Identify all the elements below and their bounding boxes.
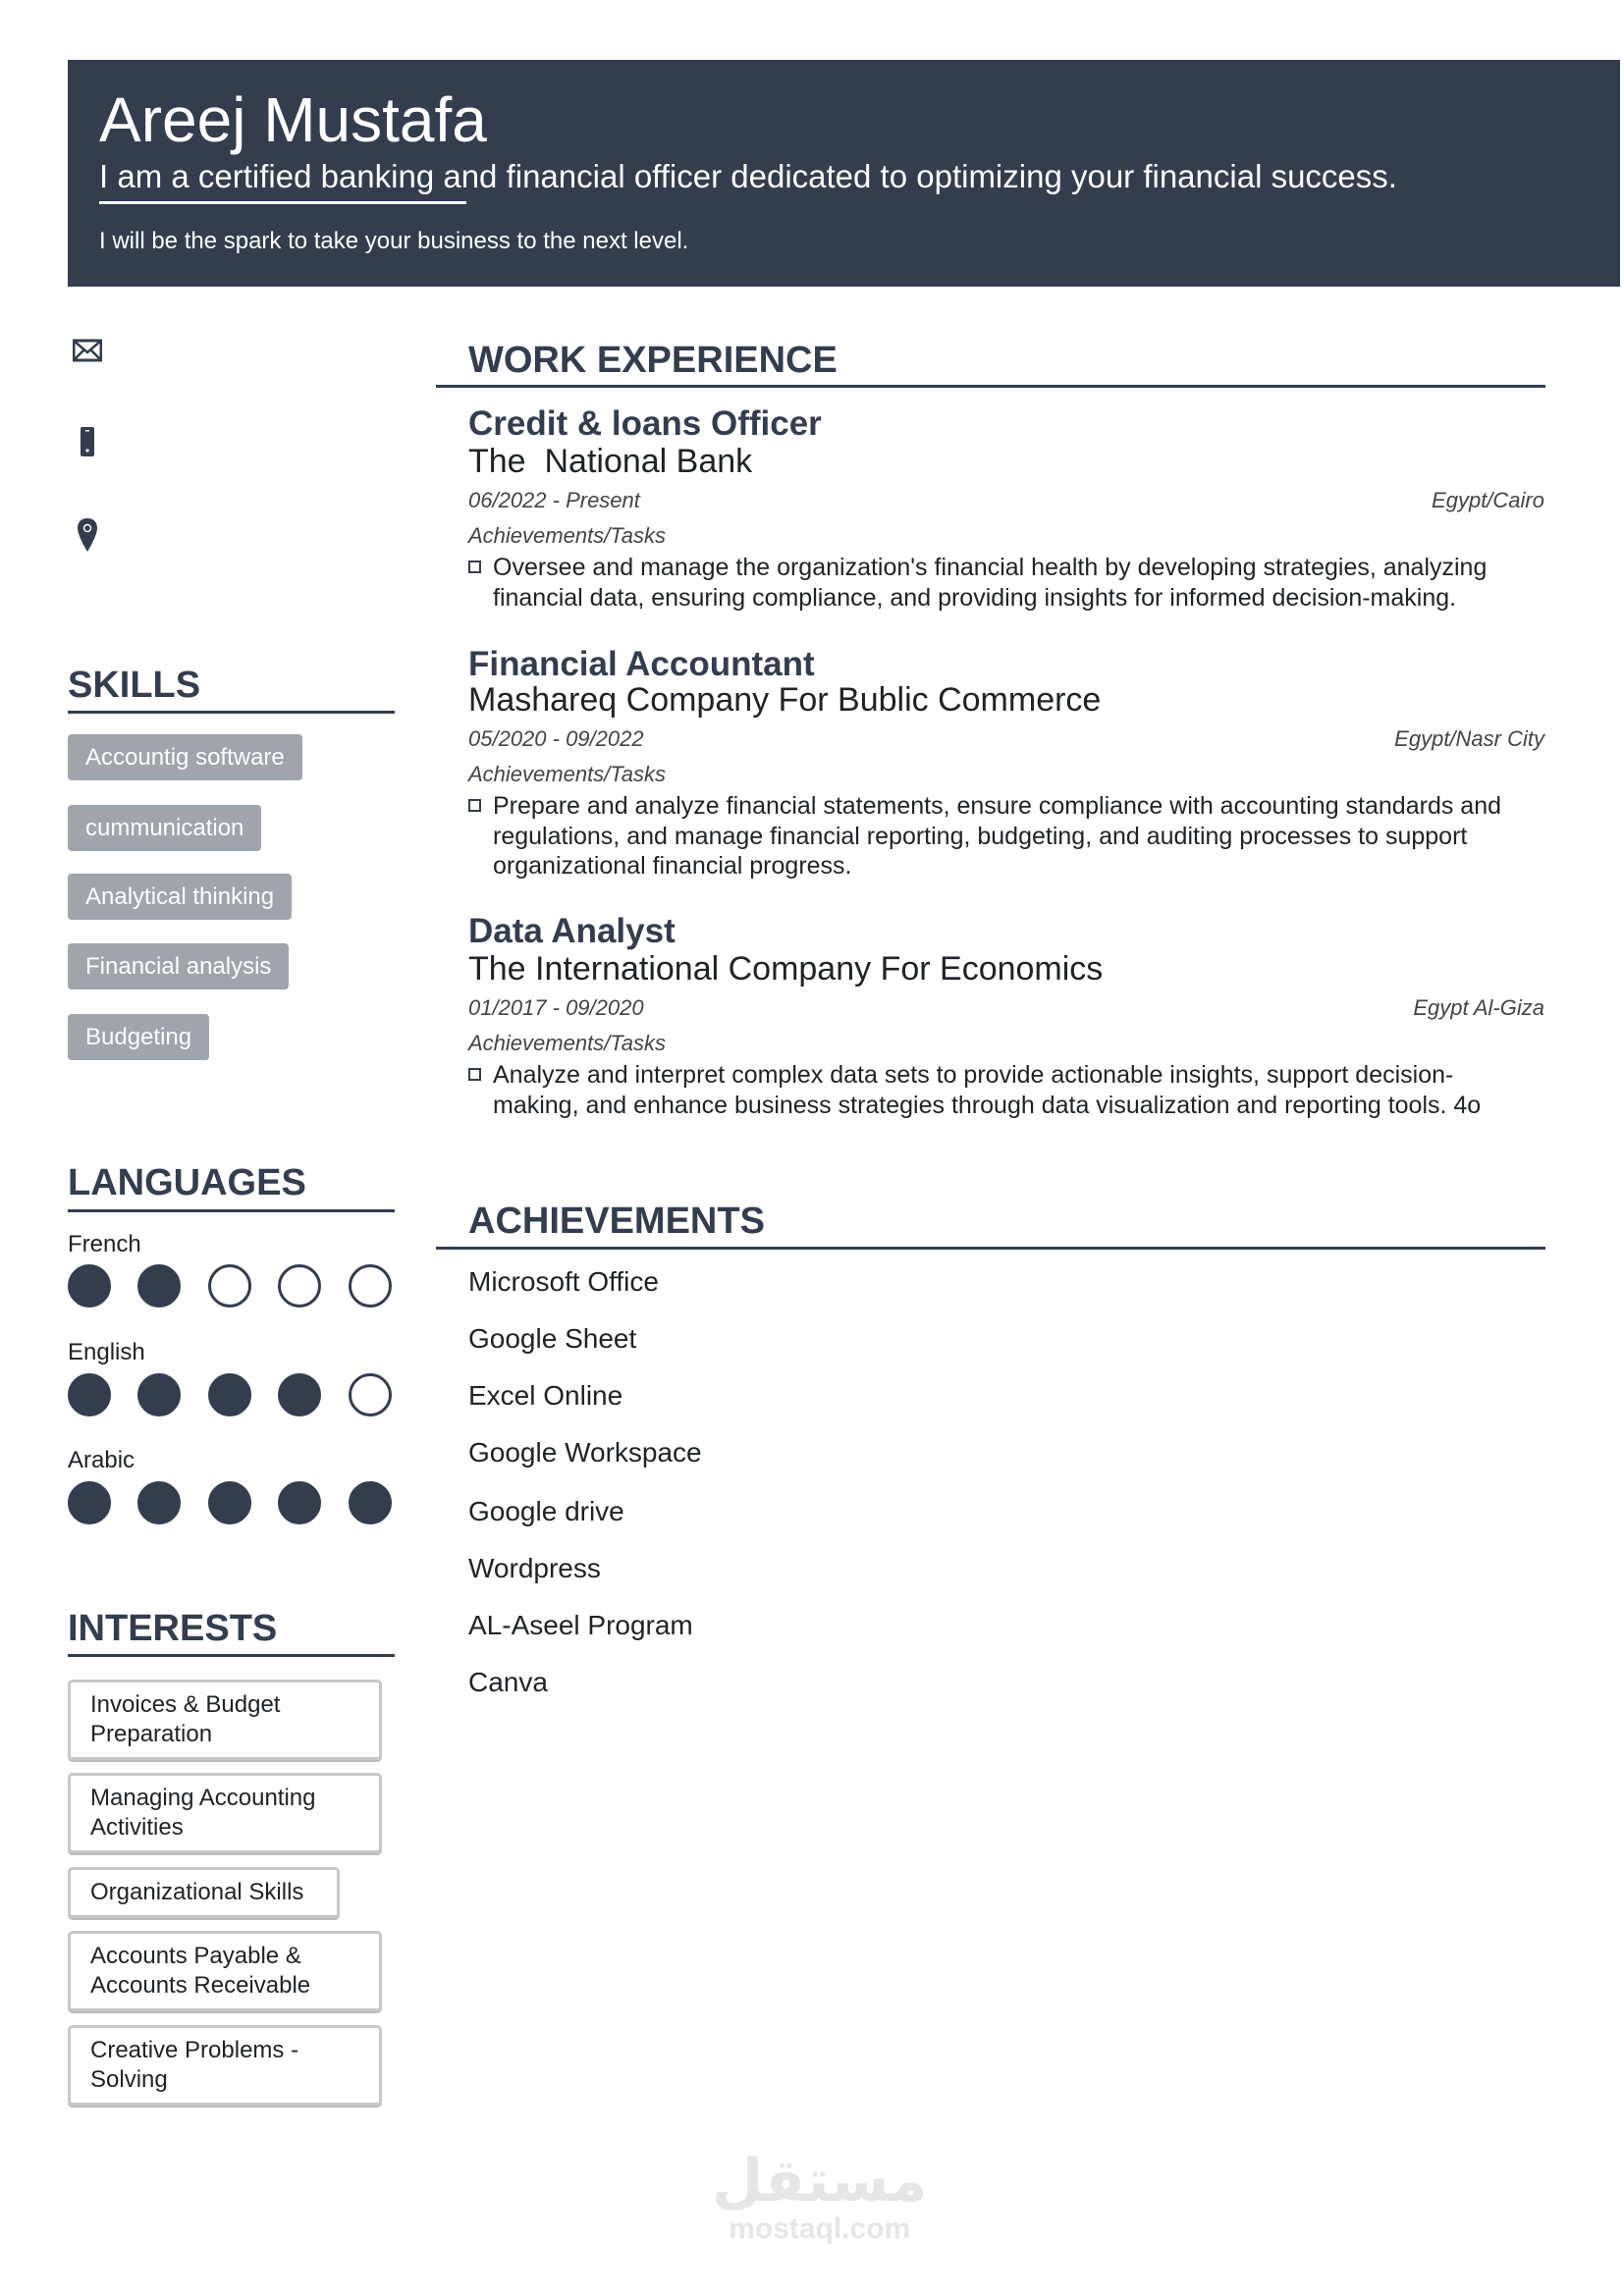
- task-bullet: Prepare and analyze financial statements, ensure compliance with accounting standards and regulations, and manage financial reporting, budgeting, and auditing processes to support organizational financial progress.: [468, 791, 1509, 881]
- company-name: The National Bank: [468, 443, 753, 480]
- skill-tag: Accountig software: [68, 734, 302, 780]
- divider: [436, 385, 1545, 388]
- location-pin-icon: [73, 517, 102, 553]
- interest-box: Invoices & Budget Preparation: [68, 1680, 382, 1760]
- job-location: Egypt/Nasr City: [1394, 726, 1544, 751]
- proficiency-dot: [278, 1481, 321, 1524]
- header-banner: [68, 60, 1620, 287]
- proficiency-dot: [278, 1264, 321, 1308]
- task-bullet: Analyze and interpret complex data sets to provide actionable insights, support decision-making, and enhance business strategies through data visualization and reporting tools. 4o: [468, 1060, 1509, 1120]
- achievement-item: Google Sheet: [468, 1323, 637, 1354]
- tasks-label: Achievements/Tasks: [468, 523, 666, 548]
- proficiency-dot: [68, 1373, 111, 1416]
- job-location: Egypt Al-Giza: [1413, 995, 1544, 1020]
- divider: [436, 1247, 1545, 1250]
- job-dates: 05/2020 - 09/2022: [468, 726, 644, 751]
- achievement-item: Google drive: [468, 1496, 624, 1526]
- watermark-latin: mostaql.com: [729, 2213, 911, 2245]
- interest-box: Creative Problems - Solving: [68, 2025, 382, 2106]
- divider: [68, 1209, 395, 1212]
- task-bullet: Oversee and manage the organization's financial health by developing strategies, analyzing financial data, ensuring compliance, and providing insights for informed decision-making.: [468, 553, 1509, 613]
- proficiency-dot: [349, 1481, 392, 1524]
- achievement-item: AL-Aseel Program: [468, 1610, 693, 1640]
- subtitle: I will be the spark to take your business to the next level.: [99, 228, 689, 254]
- skill-tag: Budgeting: [68, 1014, 209, 1060]
- job-dates: 01/2017 - 09/2020: [468, 995, 644, 1020]
- interests-heading: INTERESTS: [68, 1608, 278, 1649]
- proficiency-dot: [349, 1264, 392, 1308]
- proficiency-dot: [208, 1481, 251, 1524]
- job-location: Egypt/Cairo: [1432, 488, 1544, 512]
- achievement-item: Microsoft Office: [468, 1266, 659, 1297]
- proficiency-dot: [137, 1373, 181, 1416]
- achievement-item: Wordpress: [468, 1553, 601, 1583]
- candidate-name: Areej Mustafa: [99, 84, 487, 155]
- language-name: French: [68, 1231, 141, 1257]
- proficiency-dot: [68, 1481, 111, 1524]
- divider: [68, 711, 395, 714]
- tasks-label: Achievements/Tasks: [468, 1031, 666, 1055]
- proficiency-dot: [68, 1264, 111, 1308]
- proficiency-dot: [137, 1264, 181, 1308]
- language-name: Arabic: [68, 1447, 135, 1473]
- job-title: Financial Accountant: [468, 645, 815, 683]
- skill-tag: Analytical thinking: [68, 874, 292, 920]
- skill-tag: cummunication: [68, 805, 261, 851]
- divider: [68, 1654, 395, 1657]
- job-dates: 06/2022 - Present: [468, 488, 640, 512]
- job-title: Credit & loans Officer: [468, 404, 822, 443]
- skill-tag: Financial analysis: [68, 943, 289, 989]
- achievements-heading: ACHIEVEMENTS: [468, 1201, 765, 1242]
- proficiency-dot: [208, 1264, 251, 1308]
- interest-box: Managing Accounting Activities: [68, 1773, 382, 1853]
- envelope-icon: [73, 336, 102, 365]
- tagline: I am a certified banking and financial officer dedicated to optimizing your financial success.: [99, 158, 1397, 194]
- achievement-item: Canva: [468, 1667, 548, 1697]
- languages-heading: LANGUAGES: [68, 1162, 306, 1203]
- company-name: Mashareq Company For Bublic Commerce: [468, 681, 1102, 719]
- proficiency-dot: [137, 1481, 181, 1524]
- company-name: The International Company For Economics: [468, 950, 1104, 988]
- tasks-label: Achievements/Tasks: [468, 762, 666, 786]
- watermark-logo: [712, 2147, 928, 2246]
- divider: [99, 201, 466, 204]
- interest-box: Accounts Payable & Accounts Receivable: [68, 1931, 382, 2011]
- watermark-arabic: مستقل: [712, 2147, 928, 2216]
- achievement-item: Excel Online: [468, 1380, 623, 1411]
- achievement-item: Google Workspace: [468, 1437, 702, 1468]
- skills-heading: SKILLS: [68, 665, 201, 706]
- work-experience-heading: WORK EXPERIENCE: [468, 340, 838, 381]
- job-title: Data Analyst: [468, 912, 676, 950]
- proficiency-dot: [278, 1373, 321, 1416]
- interest-box: Organizational Skills: [68, 1867, 340, 1918]
- language-name: English: [68, 1339, 145, 1365]
- proficiency-dot: [349, 1373, 392, 1416]
- proficiency-dot: [208, 1373, 251, 1416]
- mobile-phone-icon: [73, 427, 102, 456]
